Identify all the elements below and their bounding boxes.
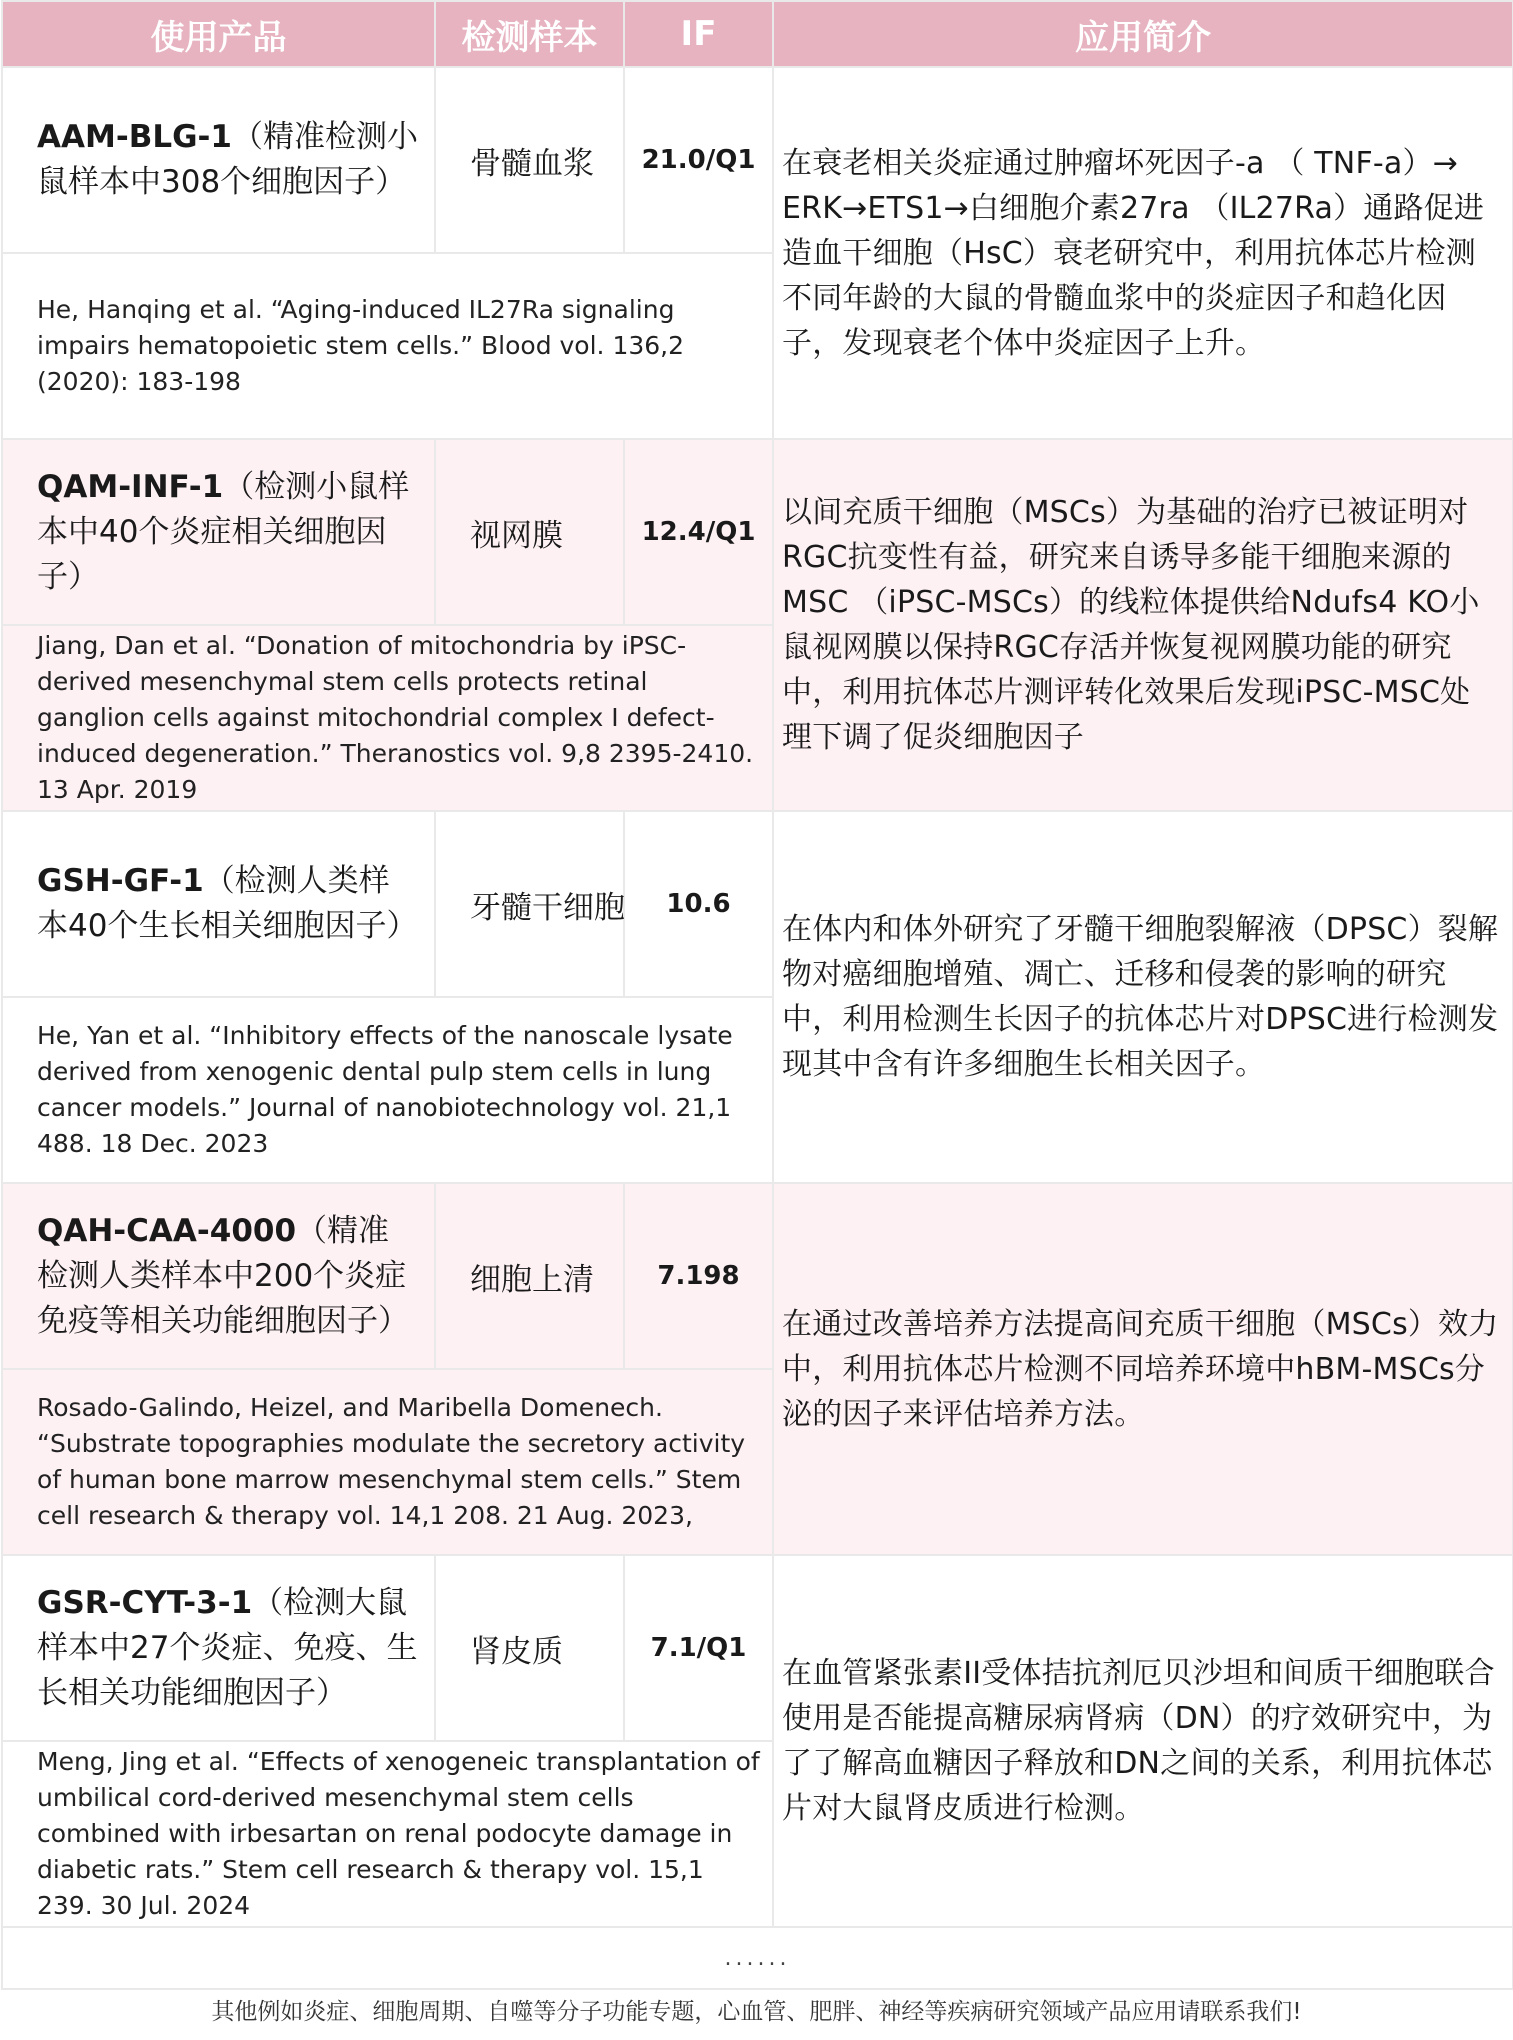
product-desc: （检测人类样本40个生长相关细胞因子） <box>37 863 418 944</box>
header-sample: 检测样本 <box>435 1 624 67</box>
intro-cell: 以间充质干细胞（MSCs）为基础的治疗已被证明对RGC抗变性有益，研究来自诱导多能干细胞来源的MSC （iPSC-MSCs）的线粒体提供给Ndufs4 KO小鼠视网膜以保持RGC存活并恢复视网膜功能的研究中，利用抗体芯片测评转化效果后发现iPSC-MSC处理下调了促炎细胞因子 <box>773 439 1513 811</box>
reference-cell: He, Hanqing et al. “Aging-induced IL27Ra signaling impairs hematopoietic stem cells.” Blood vol. 136,2 (2020): 183-198 <box>2 253 773 439</box>
product-cell <box>2 439 435 625</box>
if-cell: 12.4/Q1 <box>624 439 773 625</box>
sample-cell: 肾皮质 <box>435 1555 624 1741</box>
sample-cell: 细胞上清 <box>435 1183 624 1369</box>
table-row <box>2 811 1513 997</box>
product-desc: （检测大鼠样本中27个炎症、免疫、生长相关功能细胞因子） <box>37 1584 418 1711</box>
reference-cell: He, Yan et al. “Inhibitory effects of the nanoscale lysate derived from xenogenic dental pulp stem cells in lung cancer models.” Journal of nanobiotechnology vol. 21,1 488. 18 Dec. 2023 <box>2 997 773 1183</box>
intro-cell: 在衰老相关炎症通过肿瘤坏死因子-a （ TNF-a）→ ERK→ETS1→白细胞介素27ra （IL27Ra）通路促进造血干细胞（HsC）衰老研究中，利用抗体芯片检测不同年龄的大鼠的骨髓血浆中的炎症因子和趋化因子，发现衰老个体中炎症因子上升。 <box>773 67 1513 439</box>
application-table <box>1 0 1513 1990</box>
table-row <box>2 1183 1513 1369</box>
more-row <box>2 1927 1513 1989</box>
header-if: IF <box>624 1 773 67</box>
sample-cell: 牙髓干细胞 <box>435 811 624 997</box>
sample-cell: 骨髓血浆 <box>435 67 624 253</box>
product-code: QAM-INF-1 <box>37 468 224 505</box>
header-intro: 应用简介 <box>773 1 1513 67</box>
product-desc: （检测小鼠样本中40个炎症相关细胞因子） <box>37 468 410 595</box>
product-code: QAH-CAA-4000 <box>37 1212 297 1249</box>
intro-cell: 在通过改善培养方法提高间充质干细胞（MSCs）效力中，利用抗体芯片检测不同培养环境中hBM-MSCs分泌的因子来评估培养方法。 <box>773 1183 1513 1555</box>
product-code: AAM-BLG-1 <box>37 119 232 155</box>
product-desc: （精准检测人类样本中200个炎症免疫等相关功能细胞因子） <box>37 1212 409 1339</box>
intro-cell: 在血管紧张素II受体拮抗剂厄贝沙坦和间质干细胞联合使用是否能提高糖尿病肾病（DN）的疗效研究中，为了了解高血糖因子释放和DN之间的关系，利用抗体芯片对大鼠肾皮质进行检测。 <box>773 1555 1513 1927</box>
table-header <box>2 1 1513 67</box>
reference-cell: Meng, Jing et al. “Effects of xenogeneic transplantation of umbilical cord-derived mesenchymal stem cells combined with irbesartan on renal podocyte damage in diabetic rats.” Stem cell research & therapy vol. 15,1 239. 30 Jul. 2024 <box>2 1741 773 1927</box>
if-cell: 21.0/Q1 <box>624 67 773 253</box>
footer-note: 其他例如炎症、细胞周期、自噬等分子功能专题，心血管、肥胖、神经等疾病研究领域产品应用请联系我们! <box>211 1999 1302 2025</box>
header-product: 使用产品 <box>2 1 435 67</box>
intro-cell: 在体内和体外研究了牙髓干细胞裂解液（DPSC）裂解物对癌细胞增殖、凋亡、迁移和侵袭的影响的研究中，利用检测生长因子的抗体芯片对DPSC进行检测发现其中含有许多细胞生长相关因子。 <box>773 811 1513 1183</box>
product-cell <box>2 67 435 253</box>
if-cell: 7.1/Q1 <box>624 1555 773 1741</box>
table-row <box>2 67 1513 253</box>
if-cell: 10.6 <box>624 811 773 997</box>
product-cell <box>2 811 435 997</box>
product-cell <box>2 1183 435 1369</box>
if-cell: 7.198 <box>624 1183 773 1369</box>
product-cell <box>2 1555 435 1741</box>
more-indicator: ...... <box>2 1927 1513 1989</box>
table-row <box>2 439 1513 625</box>
product-desc: （精准检测小鼠样本中308个细胞因子） <box>37 119 418 200</box>
product-code: GSR-CYT-3-1 <box>37 1584 253 1621</box>
product-code: GSH-GF-1 <box>37 863 204 899</box>
table-row <box>2 1555 1513 1741</box>
sample-cell: 视网膜 <box>435 439 624 625</box>
reference-cell: Rosado-Galindo, Heizel, and Maribella Domenech. “Substrate topographies modulate the secretory activity of human bone marrow mesenchymal stem cells.” Stem cell research & therapy vol. 14,1 208. 21 Aug. 2023, <box>2 1369 773 1555</box>
reference-cell: Jiang, Dan et al. “Donation of mitochondria by iPSC-derived mesenchymal stem cells protects retinal ganglion cells against mitochondrial complex I defect-induced degeneration.” Theranostics vol. 9,8 2395-2410. 13 Apr. 2019 <box>2 625 773 811</box>
